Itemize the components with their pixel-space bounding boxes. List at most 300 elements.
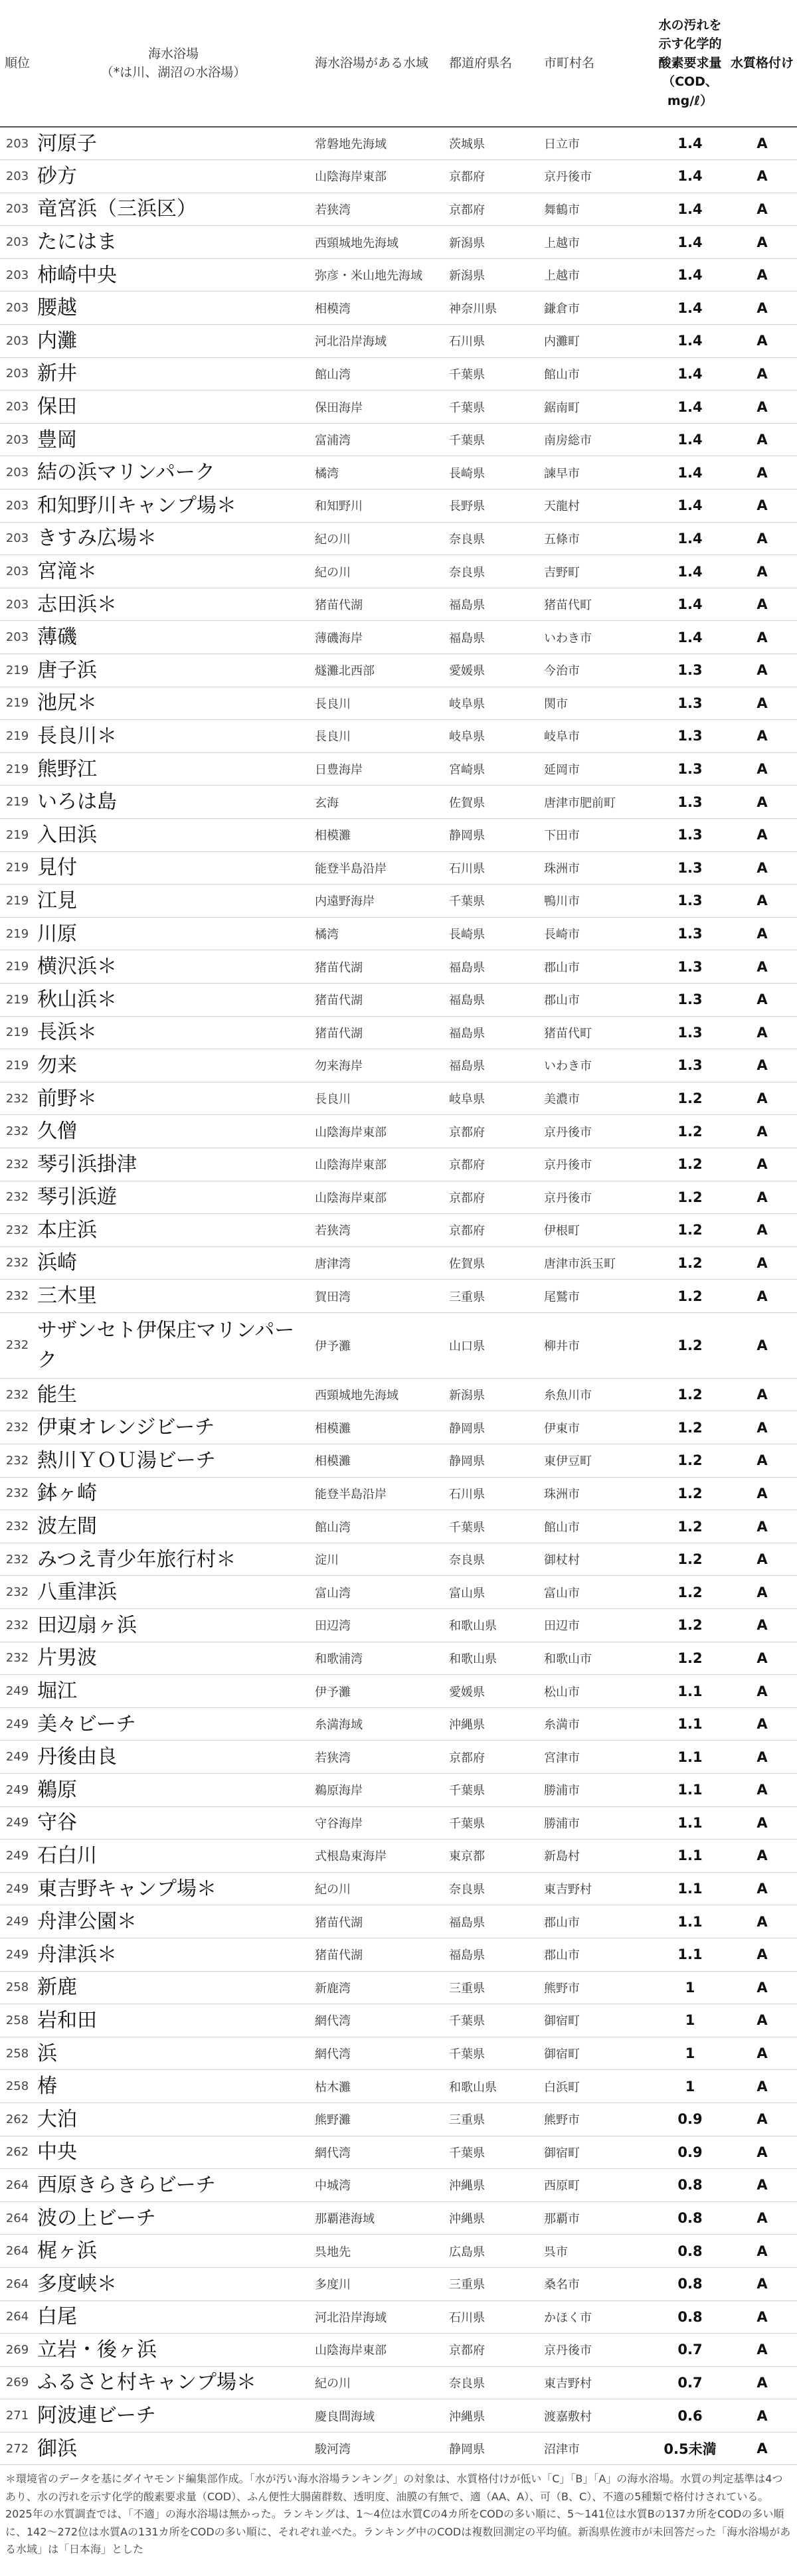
name-cell: 池尻＊ bbox=[35, 687, 312, 720]
header-cod: 水の汚れを示す化学的酸素要求量（COD、mg/ℓ） bbox=[653, 0, 727, 127]
grade-cell: A bbox=[727, 983, 797, 1016]
rank-cell: 219 bbox=[0, 950, 35, 984]
grade-cell: A bbox=[727, 1707, 797, 1741]
pref-cell: 福島県 bbox=[446, 1905, 541, 1938]
table-row bbox=[0, 720, 797, 753]
rank-cell: 203 bbox=[0, 160, 35, 193]
cod-cell: 1.4 bbox=[653, 621, 727, 654]
city-cell: 五條市 bbox=[541, 522, 653, 555]
grade-cell: A bbox=[727, 226, 797, 259]
rank-cell: 232 bbox=[0, 1280, 35, 1313]
city-cell: 猪苗代町 bbox=[541, 1016, 653, 1049]
city-cell: 東伊豆町 bbox=[541, 1444, 653, 1478]
table-row bbox=[0, 1576, 797, 1609]
name-cell: 琴引浜遊 bbox=[35, 1181, 312, 1214]
grade-cell: A bbox=[727, 1049, 797, 1082]
rank-cell: 272 bbox=[0, 2432, 35, 2465]
area-cell: 糸満海域 bbox=[312, 1707, 446, 1741]
area-cell: 能登半島沿岸 bbox=[312, 851, 446, 885]
grade-cell: A bbox=[727, 1971, 797, 2004]
area-cell: 淀川 bbox=[312, 1543, 446, 1576]
area-cell: 河北沿岸海域 bbox=[312, 325, 446, 358]
grade-cell: A bbox=[727, 2004, 797, 2037]
grade-cell: A bbox=[727, 1411, 797, 1444]
area-cell: 弥彦・米山地先海域 bbox=[312, 258, 446, 292]
area-cell: 長良川 bbox=[312, 687, 446, 720]
cod-cell: 0.8 bbox=[653, 2300, 727, 2334]
pref-cell: 石川県 bbox=[446, 851, 541, 885]
city-cell: 下田市 bbox=[541, 818, 653, 851]
city-cell: 珠洲市 bbox=[541, 851, 653, 885]
table-row bbox=[0, 258, 797, 292]
name-cell: 江見 bbox=[35, 885, 312, 918]
area-cell: 和歌浦湾 bbox=[312, 1642, 446, 1675]
pref-cell: 千葉県 bbox=[446, 357, 541, 390]
rank-cell: 262 bbox=[0, 2136, 35, 2169]
cod-cell: 1.1 bbox=[653, 1707, 727, 1741]
rank-cell: 203 bbox=[0, 127, 35, 160]
area-cell: 保田海岸 bbox=[312, 390, 446, 424]
name-cell: 田辺扇ヶ浜 bbox=[35, 1609, 312, 1642]
area-cell: 若狭湾 bbox=[312, 1741, 446, 1774]
header-city: 市町村名 bbox=[541, 0, 653, 127]
pref-cell: 佐賀県 bbox=[446, 1246, 541, 1280]
area-cell: 河北沿岸海域 bbox=[312, 2300, 446, 2334]
name-cell: 浜 bbox=[35, 2037, 312, 2070]
name-cell: 浜崎 bbox=[35, 1246, 312, 1280]
table-row bbox=[0, 786, 797, 819]
city-cell: いわき市 bbox=[541, 621, 653, 654]
table-row bbox=[0, 2037, 797, 2070]
table-row bbox=[0, 1510, 797, 1543]
name-cell: 舟津浜＊ bbox=[35, 1938, 312, 1971]
name-cell: 波の上ビーチ bbox=[35, 2201, 312, 2235]
area-cell: 日豊海岸 bbox=[312, 752, 446, 786]
pref-cell: 千葉県 bbox=[446, 1806, 541, 1840]
pref-cell: 奈良県 bbox=[446, 1872, 541, 1905]
city-cell: 和歌山市 bbox=[541, 1642, 653, 1675]
rank-cell: 232 bbox=[0, 1609, 35, 1642]
grade-cell: A bbox=[727, 1444, 797, 1478]
grade-cell: A bbox=[727, 1280, 797, 1313]
grade-cell: A bbox=[727, 2366, 797, 2399]
table-row bbox=[0, 1741, 797, 1774]
table-row bbox=[0, 390, 797, 424]
table-row bbox=[0, 555, 797, 588]
footnote: ＊環境省のデータを基にダイヤモンド編集部作成。「水が汚い海水浴場ランキング」の対象は、水質格付けが低い「C」「B」「A」の海水浴場。水質の判定基準は4つあり、水の汚れを示す化学的酸素要求量（COD）、ふん便性大腸菌群数、透明度、油膜の有無で、適（AA、A）、可（B、C）、不適の5種類で格付けされている。2025年の水質調査では、「不適」の海水浴場は無かった。ランキングは、1～4位は水質Cの4カ所をCODの多い順に、5～141位は水質Bの137カ所をCODの多い順に、142～272位は水質Aの131カ所をCODの多い順に、それぞれ並べた。ランキング中のCODは複数回測定の平均値。新潟県佐渡市が未回答だった「海水浴場がある水域」は「日本海」とした bbox=[5, 2472, 791, 2556]
name-cell: 熱川ＹＯＵ湯ビーチ bbox=[35, 1444, 312, 1478]
name-cell: きすみ広場＊ bbox=[35, 522, 312, 555]
cod-cell: 1.4 bbox=[653, 226, 727, 259]
city-cell: 今治市 bbox=[541, 654, 653, 687]
name-cell: 波左間 bbox=[35, 1510, 312, 1543]
name-cell: 秋山浜＊ bbox=[35, 983, 312, 1016]
area-cell: 伊予灘 bbox=[312, 1675, 446, 1708]
cod-cell: 1.4 bbox=[653, 522, 727, 555]
area-cell: 慶良間海域 bbox=[312, 2399, 446, 2433]
pref-cell: 京都府 bbox=[446, 1741, 541, 1774]
city-cell: 鴨川市 bbox=[541, 885, 653, 918]
area-cell: 猪苗代湖 bbox=[312, 1016, 446, 1049]
city-cell: 南房総市 bbox=[541, 423, 653, 456]
grade-cell: A bbox=[727, 588, 797, 621]
name-cell: 入田浜 bbox=[35, 818, 312, 851]
city-cell: 唐津市浜玉町 bbox=[541, 1246, 653, 1280]
rank-cell: 219 bbox=[0, 1049, 35, 1082]
name-cell: 梶ヶ浜 bbox=[35, 2235, 312, 2268]
table-row bbox=[0, 2334, 797, 2367]
name-cell: 阿波連ビーチ bbox=[35, 2399, 312, 2433]
city-cell: 京丹後市 bbox=[541, 1148, 653, 1181]
area-cell: 勿来海岸 bbox=[312, 1049, 446, 1082]
cod-cell: 0.9 bbox=[653, 2136, 727, 2169]
area-cell: 燧灘北西部 bbox=[312, 654, 446, 687]
pref-cell: 福島県 bbox=[446, 1938, 541, 1971]
pref-cell: 静岡県 bbox=[446, 2432, 541, 2465]
area-cell: 山陰海岸東部 bbox=[312, 160, 446, 193]
city-cell: 松山市 bbox=[541, 1675, 653, 1708]
city-cell: 田辺市 bbox=[541, 1609, 653, 1642]
area-cell: 網代湾 bbox=[312, 2037, 446, 2070]
rank-cell: 203 bbox=[0, 456, 35, 489]
rank-cell: 219 bbox=[0, 654, 35, 687]
rank-cell: 232 bbox=[0, 1510, 35, 1543]
area-cell: 網代湾 bbox=[312, 2004, 446, 2037]
pref-cell: 新潟県 bbox=[446, 258, 541, 292]
area-cell: 紀の川 bbox=[312, 2366, 446, 2399]
rank-cell: 232 bbox=[0, 1214, 35, 1247]
area-cell: 相模湾 bbox=[312, 292, 446, 325]
name-cell: 熊野江 bbox=[35, 752, 312, 786]
grade-cell: A bbox=[727, 2300, 797, 2334]
name-cell: 横沢浜＊ bbox=[35, 950, 312, 984]
cod-cell: 1 bbox=[653, 1971, 727, 2004]
header-name-label: 海水浴場 bbox=[147, 46, 199, 61]
city-cell: 郡山市 bbox=[541, 1938, 653, 1971]
rank-cell: 264 bbox=[0, 2169, 35, 2202]
cod-cell: 1.3 bbox=[653, 983, 727, 1016]
table-row bbox=[0, 1280, 797, 1313]
table-row bbox=[0, 621, 797, 654]
table-row bbox=[0, 193, 797, 226]
name-cell: 長良川＊ bbox=[35, 720, 312, 753]
pref-cell: 千葉県 bbox=[446, 2136, 541, 2169]
city-cell: 尾鷲市 bbox=[541, 1280, 653, 1313]
area-cell: 田辺湾 bbox=[312, 1609, 446, 1642]
pref-cell: 千葉県 bbox=[446, 885, 541, 918]
name-cell: 西原きらきらビーチ bbox=[35, 2169, 312, 2202]
rank-cell: 203 bbox=[0, 258, 35, 292]
grade-cell: A bbox=[727, 2334, 797, 2367]
pref-cell: 奈良県 bbox=[446, 522, 541, 555]
name-cell: 前野＊ bbox=[35, 1082, 312, 1115]
grade-cell: A bbox=[727, 1642, 797, 1675]
city-cell: 伊根町 bbox=[541, 1214, 653, 1247]
cod-cell: 1.4 bbox=[653, 160, 727, 193]
city-cell: 京丹後市 bbox=[541, 160, 653, 193]
name-cell: 柿崎中央 bbox=[35, 258, 312, 292]
name-cell: 唐子浜 bbox=[35, 654, 312, 687]
rank-cell: 232 bbox=[0, 1543, 35, 1576]
city-cell: 鋸南町 bbox=[541, 390, 653, 424]
city-cell: 宮津市 bbox=[541, 1741, 653, 1774]
table-row bbox=[0, 1840, 797, 1873]
cod-cell: 1.2 bbox=[653, 1214, 727, 1247]
table-row bbox=[0, 2103, 797, 2136]
table-row bbox=[0, 1082, 797, 1115]
cod-cell: 1.4 bbox=[653, 588, 727, 621]
pref-cell: 岐阜県 bbox=[446, 687, 541, 720]
table-row bbox=[0, 357, 797, 390]
area-cell: 猪苗代湖 bbox=[312, 1938, 446, 1971]
name-cell: 新鹿 bbox=[35, 1971, 312, 2004]
grade-cell: A bbox=[727, 1312, 797, 1378]
grade-cell: A bbox=[727, 1609, 797, 1642]
cod-cell: 1.2 bbox=[653, 1312, 727, 1378]
cod-cell: 1.2 bbox=[653, 1181, 727, 1214]
table-row bbox=[0, 1444, 797, 1478]
area-cell: 猪苗代湖 bbox=[312, 983, 446, 1016]
name-cell: サザンセト伊保庄マリンパーク bbox=[35, 1312, 312, 1378]
name-cell: 三木里 bbox=[35, 1280, 312, 1313]
area-cell: 守谷海岸 bbox=[312, 1806, 446, 1840]
city-cell: 諫早市 bbox=[541, 456, 653, 489]
pref-cell: 愛媛県 bbox=[446, 654, 541, 687]
table-row bbox=[0, 325, 797, 358]
name-cell: 大泊 bbox=[35, 2103, 312, 2136]
area-cell: 薄磯海岸 bbox=[312, 621, 446, 654]
rank-cell: 203 bbox=[0, 325, 35, 358]
pref-cell: 京都府 bbox=[446, 1214, 541, 1247]
city-cell: 京丹後市 bbox=[541, 1181, 653, 1214]
pref-cell: 茨城県 bbox=[446, 127, 541, 160]
name-cell: 舟津公園＊ bbox=[35, 1905, 312, 1938]
grade-cell: A bbox=[727, 1246, 797, 1280]
area-cell: 富山湾 bbox=[312, 1576, 446, 1609]
rank-cell: 219 bbox=[0, 687, 35, 720]
name-cell: 守谷 bbox=[35, 1806, 312, 1840]
table-row bbox=[0, 1774, 797, 1807]
grade-cell: A bbox=[727, 423, 797, 456]
table-row bbox=[0, 292, 797, 325]
grade-cell: A bbox=[727, 522, 797, 555]
table-body bbox=[0, 127, 797, 2465]
area-cell: 長良川 bbox=[312, 1082, 446, 1115]
name-cell: 琴引浜掛津 bbox=[35, 1148, 312, 1181]
rank-cell: 203 bbox=[0, 193, 35, 226]
cod-cell: 1.1 bbox=[653, 1840, 727, 1873]
table-row bbox=[0, 1312, 797, 1378]
city-cell: 西原町 bbox=[541, 2169, 653, 2202]
cod-cell: 1.3 bbox=[653, 917, 727, 950]
grade-cell: A bbox=[727, 357, 797, 390]
header-rank: 順位 bbox=[0, 0, 35, 127]
name-cell: 中央 bbox=[35, 2136, 312, 2169]
area-cell: 唐津湾 bbox=[312, 1246, 446, 1280]
pref-cell: 静岡県 bbox=[446, 818, 541, 851]
rank-cell: 203 bbox=[0, 621, 35, 654]
grade-cell: A bbox=[727, 621, 797, 654]
grade-cell: A bbox=[727, 654, 797, 687]
table-row bbox=[0, 2070, 797, 2103]
rank-cell: 203 bbox=[0, 489, 35, 523]
grade-cell: A bbox=[727, 2037, 797, 2070]
cod-cell: 1.1 bbox=[653, 1806, 727, 1840]
cod-cell: 0.7 bbox=[653, 2334, 727, 2367]
grade-cell: A bbox=[727, 851, 797, 885]
city-cell: 長崎市 bbox=[541, 917, 653, 950]
city-cell: 京丹後市 bbox=[541, 1115, 653, 1148]
area-cell: 呉地先 bbox=[312, 2235, 446, 2268]
cod-cell: 1.4 bbox=[653, 258, 727, 292]
table-row bbox=[0, 1181, 797, 1214]
name-cell: 宮滝＊ bbox=[35, 555, 312, 588]
header-name bbox=[35, 0, 312, 127]
city-cell: 美濃市 bbox=[541, 1082, 653, 1115]
pref-cell: 岐阜県 bbox=[446, 1082, 541, 1115]
grade-cell: A bbox=[727, 456, 797, 489]
table-row bbox=[0, 127, 797, 160]
city-cell: 渡嘉敷村 bbox=[541, 2399, 653, 2433]
cod-cell: 1.2 bbox=[653, 1148, 727, 1181]
pref-cell: 静岡県 bbox=[446, 1411, 541, 1444]
city-cell: 館山市 bbox=[541, 1510, 653, 1543]
pref-cell: 千葉県 bbox=[446, 1774, 541, 1807]
cod-cell: 1.3 bbox=[653, 720, 727, 753]
name-cell: 見付 bbox=[35, 851, 312, 885]
grade-cell: A bbox=[727, 1477, 797, 1510]
table-row bbox=[0, 1148, 797, 1181]
name-cell: みつえ青少年旅行村＊ bbox=[35, 1543, 312, 1576]
city-cell: 上越市 bbox=[541, 258, 653, 292]
cod-cell: 1.3 bbox=[653, 786, 727, 819]
cod-cell: 1.2 bbox=[653, 1082, 727, 1115]
name-cell: 本庄浜 bbox=[35, 1214, 312, 1247]
city-cell: 沼津市 bbox=[541, 2432, 653, 2465]
pref-cell: 京都府 bbox=[446, 1148, 541, 1181]
cod-cell: 0.8 bbox=[653, 2235, 727, 2268]
name-cell: 川原 bbox=[35, 917, 312, 950]
cod-cell: 1.2 bbox=[653, 1576, 727, 1609]
city-cell: 郡山市 bbox=[541, 950, 653, 984]
table-row bbox=[0, 2432, 797, 2465]
area-cell: 玄海 bbox=[312, 786, 446, 819]
pref-cell: 和歌山県 bbox=[446, 2070, 541, 2103]
cod-cell: 0.5未満 bbox=[653, 2432, 727, 2465]
name-cell: 勿来 bbox=[35, 1049, 312, 1082]
cod-cell: 1.3 bbox=[653, 950, 727, 984]
cod-cell: 0.8 bbox=[653, 2267, 727, 2300]
rank-cell: 219 bbox=[0, 1016, 35, 1049]
pref-cell: 長野県 bbox=[446, 489, 541, 523]
table-row bbox=[0, 851, 797, 885]
rank-cell: 203 bbox=[0, 522, 35, 555]
pref-cell: 京都府 bbox=[446, 1181, 541, 1214]
grade-cell: A bbox=[727, 2070, 797, 2103]
cod-cell: 1.3 bbox=[653, 1016, 727, 1049]
cod-cell: 1.3 bbox=[653, 752, 727, 786]
pref-cell: 山口県 bbox=[446, 1312, 541, 1378]
area-cell: 式根島東海岸 bbox=[312, 1840, 446, 1873]
rank-cell: 249 bbox=[0, 1938, 35, 1971]
table-row bbox=[0, 2136, 797, 2169]
name-cell: 美々ビーチ bbox=[35, 1707, 312, 1741]
area-cell: 若狭湾 bbox=[312, 1214, 446, 1247]
grade-cell: A bbox=[727, 2201, 797, 2235]
grade-cell: A bbox=[727, 258, 797, 292]
rank-cell: 219 bbox=[0, 720, 35, 753]
pref-cell: 千葉県 bbox=[446, 390, 541, 424]
table-row bbox=[0, 654, 797, 687]
table-header bbox=[0, 0, 797, 127]
city-cell: 御宿町 bbox=[541, 2136, 653, 2169]
rank-cell: 232 bbox=[0, 1444, 35, 1478]
pref-cell: 沖縄県 bbox=[446, 2169, 541, 2202]
rank-cell: 219 bbox=[0, 752, 35, 786]
area-cell: 紀の川 bbox=[312, 1872, 446, 1905]
pref-cell: 愛媛県 bbox=[446, 1675, 541, 1708]
pref-cell: 佐賀県 bbox=[446, 786, 541, 819]
rank-cell: 269 bbox=[0, 2334, 35, 2367]
city-cell: 新島村 bbox=[541, 1840, 653, 1873]
area-cell: 新鹿湾 bbox=[312, 1971, 446, 2004]
name-cell: 丹後由良 bbox=[35, 1741, 312, 1774]
grade-cell: A bbox=[727, 2235, 797, 2268]
table-row bbox=[0, 2169, 797, 2202]
rank-cell: 203 bbox=[0, 357, 35, 390]
city-cell: 吉野町 bbox=[541, 555, 653, 588]
city-cell: 京丹後市 bbox=[541, 2334, 653, 2367]
grade-cell: A bbox=[727, 1741, 797, 1774]
name-cell: 腰越 bbox=[35, 292, 312, 325]
cod-cell: 1.4 bbox=[653, 357, 727, 390]
pref-cell: 千葉県 bbox=[446, 2037, 541, 2070]
cod-cell: 1 bbox=[653, 2070, 727, 2103]
city-cell: 上越市 bbox=[541, 226, 653, 259]
area-cell: 猪苗代湖 bbox=[312, 588, 446, 621]
cod-cell: 1.2 bbox=[653, 1642, 727, 1675]
name-cell: いろは島 bbox=[35, 786, 312, 819]
rank-cell: 264 bbox=[0, 2267, 35, 2300]
area-cell: 熊野灘 bbox=[312, 2103, 446, 2136]
area-cell: 内遠野海岸 bbox=[312, 885, 446, 918]
table-row bbox=[0, 950, 797, 984]
area-cell: 和知野川 bbox=[312, 489, 446, 523]
pref-cell: 沖縄県 bbox=[446, 2201, 541, 2235]
pref-cell: 新潟県 bbox=[446, 226, 541, 259]
grade-cell: A bbox=[727, 786, 797, 819]
area-cell: 館山湾 bbox=[312, 357, 446, 390]
rank-cell: 232 bbox=[0, 1246, 35, 1280]
grade-cell: A bbox=[727, 1675, 797, 1708]
city-cell: 日立市 bbox=[541, 127, 653, 160]
name-cell: 片男波 bbox=[35, 1642, 312, 1675]
city-cell: 館山市 bbox=[541, 357, 653, 390]
area-cell: 賀田湾 bbox=[312, 1280, 446, 1313]
grade-cell: A bbox=[727, 1543, 797, 1576]
cod-cell: 1.1 bbox=[653, 1872, 727, 1905]
table-row bbox=[0, 1477, 797, 1510]
area-cell: 富浦湾 bbox=[312, 423, 446, 456]
city-cell: 延岡市 bbox=[541, 752, 653, 786]
grade-cell: A bbox=[727, 1082, 797, 1115]
rank-cell: 203 bbox=[0, 555, 35, 588]
cod-cell: 1.2 bbox=[653, 1411, 727, 1444]
name-cell: ふるさと村キャンプ場＊ bbox=[35, 2366, 312, 2399]
area-cell: 西頸城地先海域 bbox=[312, 1378, 446, 1411]
cod-cell: 0.8 bbox=[653, 2201, 727, 2235]
rank-cell: 258 bbox=[0, 2037, 35, 2070]
